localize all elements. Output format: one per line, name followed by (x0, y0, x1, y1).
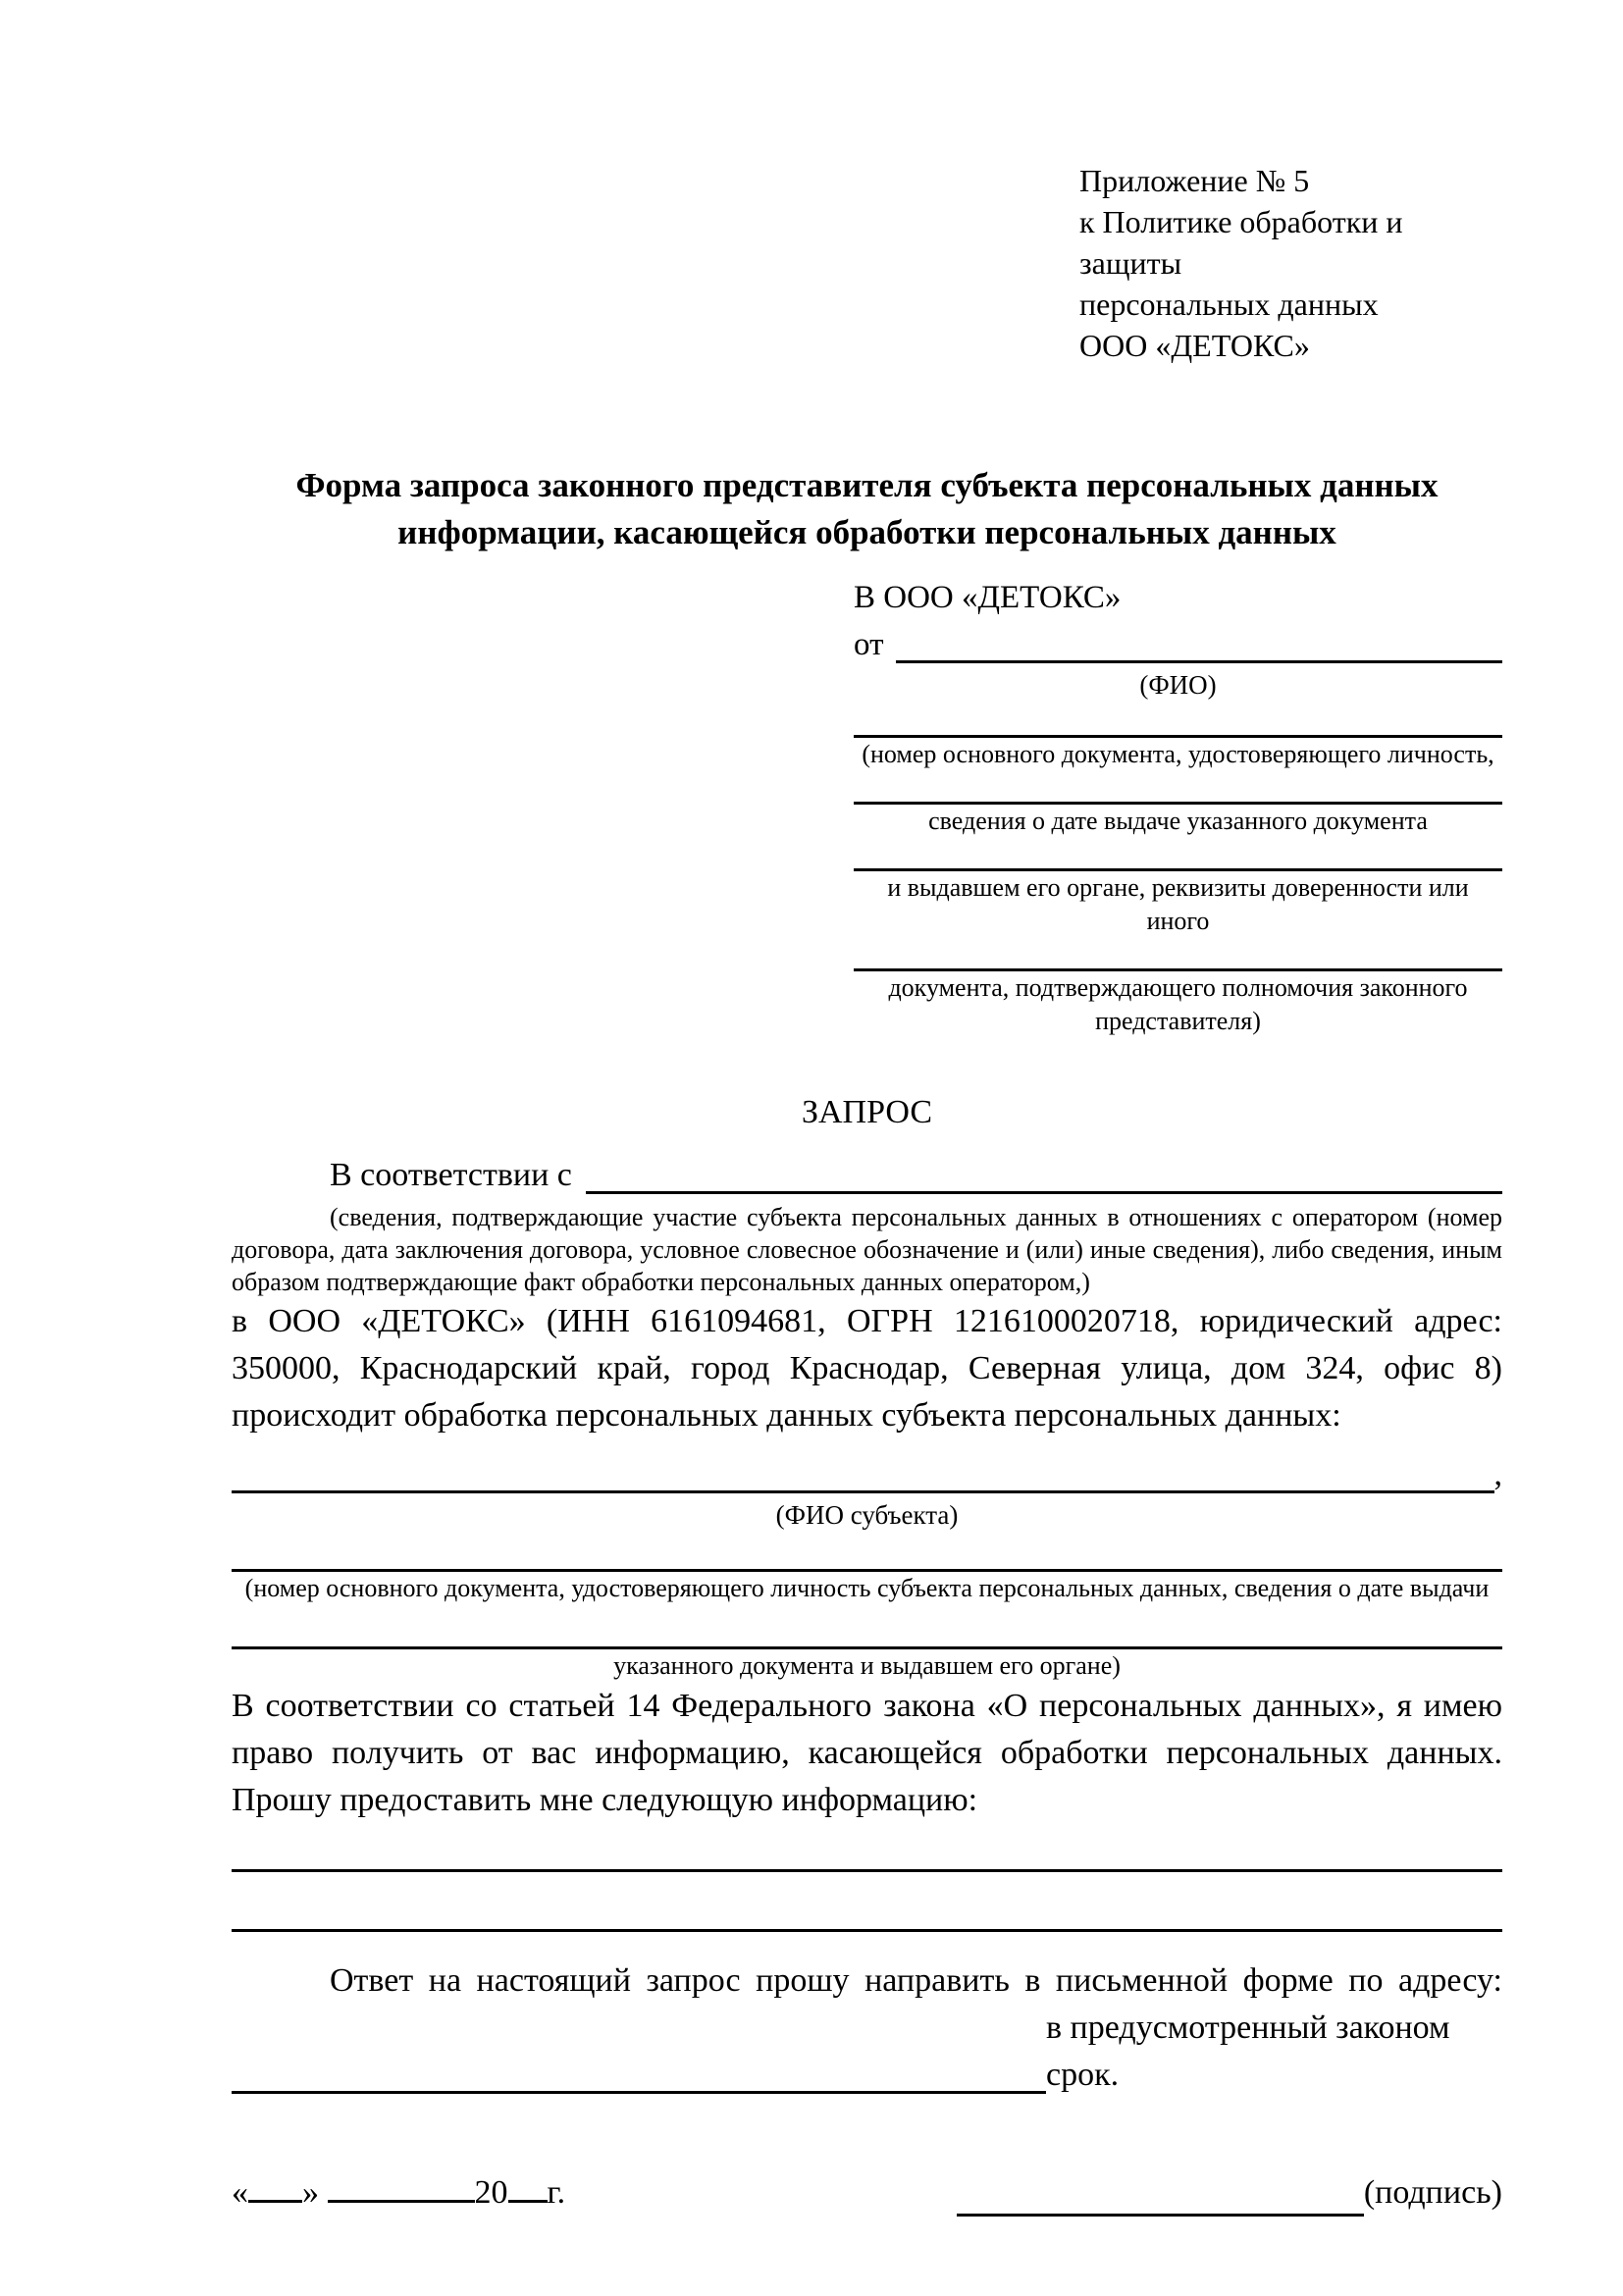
operator-paragraph: в ООО «ДЕТОКС» (ИНН 6161094681, ОГРН 1216100020718, юридический адрес: 350000, Краснодарский край, город Краснодар, Северная улица, дом 324, офис 8) происходит обработка персональных данных субъекта персональных данных: (232, 1303, 1502, 1434)
subject-fio-row (232, 1451, 1502, 1498)
annex-line: ООО «ДЕТОКС» (1079, 328, 1310, 363)
form-title-line: информации, касающейся обработки персональных данных (397, 513, 1336, 551)
answer-paragraph: Ответ на настоящий запрос прошу направить в письменной форме по адресу: (330, 1962, 1502, 1999)
basis-fine-print: (сведения, подтверждающие участие субъекта персональных данных в отношениях с оператором (номер договора, дата заключения договора, условное словесное обозначение и (или) иные сведения), либо сведения, иным образом подтверждающие факт обработки персональных данных оператором,) (232, 1203, 1502, 1296)
year-prefix: 20 (474, 2174, 508, 2211)
close-quote: » (302, 2174, 319, 2211)
year-suffix: г. (547, 2174, 566, 2211)
request-heading: ЗАПРОС (801, 1094, 933, 1130)
basis-row (232, 1152, 1502, 1199)
from-label: от (854, 627, 884, 662)
addressee-block (854, 574, 1502, 1038)
year-field-line (508, 2170, 548, 2203)
month-field-line (328, 2170, 475, 2203)
trailing-comma: , (1493, 1456, 1502, 1492)
addressee-company: В ООО «ДЕТОКС» (854, 580, 1122, 615)
subject-doc-caption: (номер основного документа, удостоверяющего личность субъекта персональных данных, сведения о дате выдачи (244, 1574, 1490, 1602)
doc-field-caption: и выдавшем его органе, реквизиты доверенности или иного (887, 873, 1469, 935)
annex-line: к Политике обработки и защиты (1079, 204, 1403, 281)
document-content (232, 0, 1502, 2217)
day-field-line (248, 2170, 302, 2203)
fio-field-line (896, 660, 1503, 663)
doc-field-caption: сведения о дате выдаче указанного документа (928, 807, 1428, 835)
subject-fio-caption: (ФИО субъекта) (775, 1500, 959, 1530)
doc-field-caption: документа, подтверждающего полномочия законного представителя) (888, 973, 1468, 1035)
basis-prefix: В соответствии с (330, 1157, 572, 1193)
answer-address-row (232, 2005, 1502, 2099)
doc-field-caption: (номер основного документа, удостоверяющего личность, (862, 740, 1494, 768)
address-field-line (232, 2091, 1046, 2094)
annex-reference-block (1079, 0, 1502, 366)
signature-caption: (подпись) (1363, 2174, 1502, 2211)
open-quote: « (232, 2174, 248, 2211)
form-title (232, 462, 1502, 556)
subject-fio-field-line (232, 1490, 1494, 1493)
fio-caption: (ФИО) (1139, 670, 1217, 700)
info-blank-line (232, 1929, 1502, 1932)
annex-line: персональных данных (1079, 287, 1379, 322)
annex-line: Приложение № 5 (1079, 163, 1310, 198)
footer-row (232, 2169, 1502, 2217)
date-field (232, 2169, 565, 2217)
basis-field-line (586, 1191, 1502, 1194)
info-blank-line (232, 1869, 1502, 1872)
form-title-line: Форма запроса законного представителя субъекта персональных данных (295, 466, 1439, 504)
signature-field-line (957, 2184, 1364, 2217)
from-row (854, 621, 1502, 668)
signature-field (957, 2169, 1502, 2217)
law-paragraph: В соответствии со статьей 14 Федерального закона «О персональных данных», я имею право получить от вас информацию, касающейся обработки персональных данных. Прошу предоставить мне следующую информацию: (232, 1688, 1502, 1818)
subject-doc-caption: указанного документа и выдавшем его органе) (613, 1651, 1121, 1680)
answer-suffix: в предусмотренный законом срок. (1046, 2009, 1450, 2093)
